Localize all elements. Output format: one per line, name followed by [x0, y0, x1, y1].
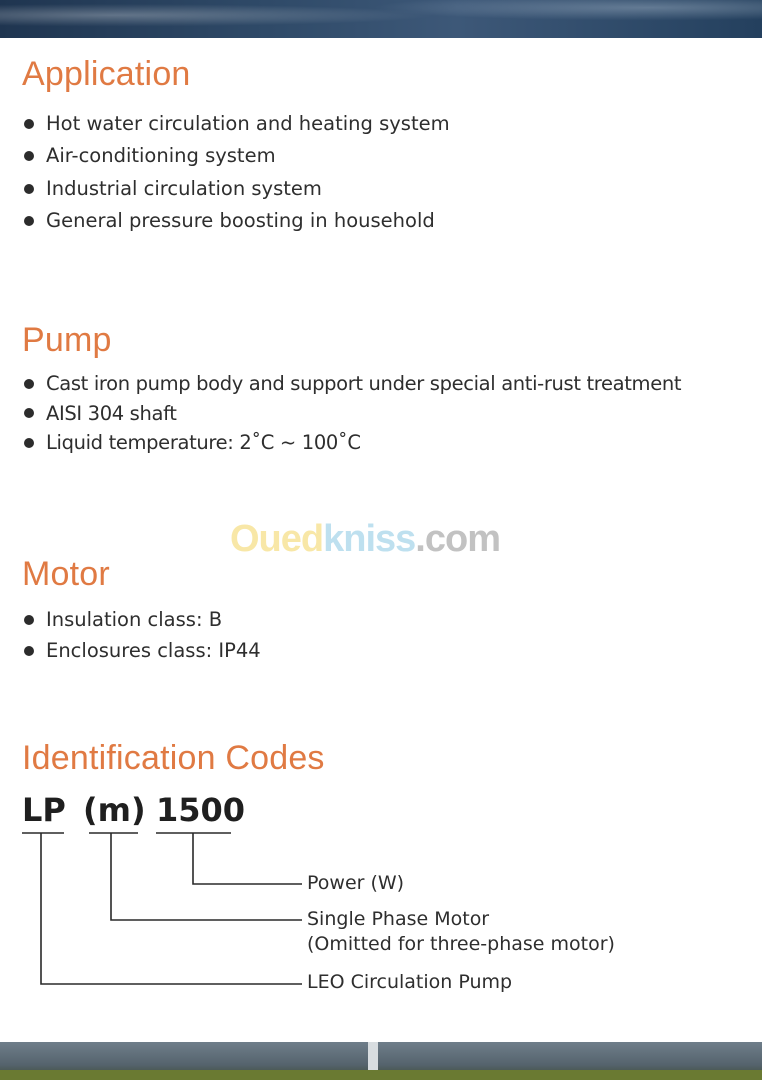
list-item: AISI 304 shaft: [22, 399, 681, 429]
single-phase-description: Single Phase Motor: [307, 908, 490, 930]
list-item: Insulation class: B: [22, 605, 261, 636]
pump-heading: Pump: [22, 321, 112, 359]
list-item: Industrial circulation system: [22, 173, 450, 205]
list-item: Air-conditioning system: [22, 140, 450, 172]
ground-shape: [0, 1070, 762, 1080]
leo-description: LEO Circulation Pump: [307, 971, 513, 993]
bottom-banner-image: [0, 1042, 762, 1080]
watermark-part: .com: [415, 518, 500, 560]
code-lp: LP: [22, 791, 66, 829]
list-item: Hot water circulation and heating system: [22, 108, 450, 140]
power-description: Power (W): [307, 872, 405, 894]
watermark-part: Oued: [230, 518, 324, 560]
code-m: (m): [83, 791, 146, 829]
single-phase-note: (Omitted for three-phase motor): [307, 933, 615, 955]
list-item: General pressure boosting in household: [22, 205, 450, 237]
list-item: Enclosures class: IP44: [22, 636, 261, 667]
code-power: 1500: [156, 791, 246, 829]
identification-heading: Identification Codes: [22, 739, 325, 777]
list-item: Cast iron pump body and support under special anti-rust treatment: [22, 369, 681, 399]
pole-shape: [368, 1042, 378, 1072]
application-heading: Application: [22, 55, 191, 93]
motor-heading: Motor: [22, 555, 110, 593]
list-item: Liquid temperature: 2˚C ~ 100˚C: [22, 428, 681, 458]
watermark-part: kniss: [323, 518, 416, 560]
